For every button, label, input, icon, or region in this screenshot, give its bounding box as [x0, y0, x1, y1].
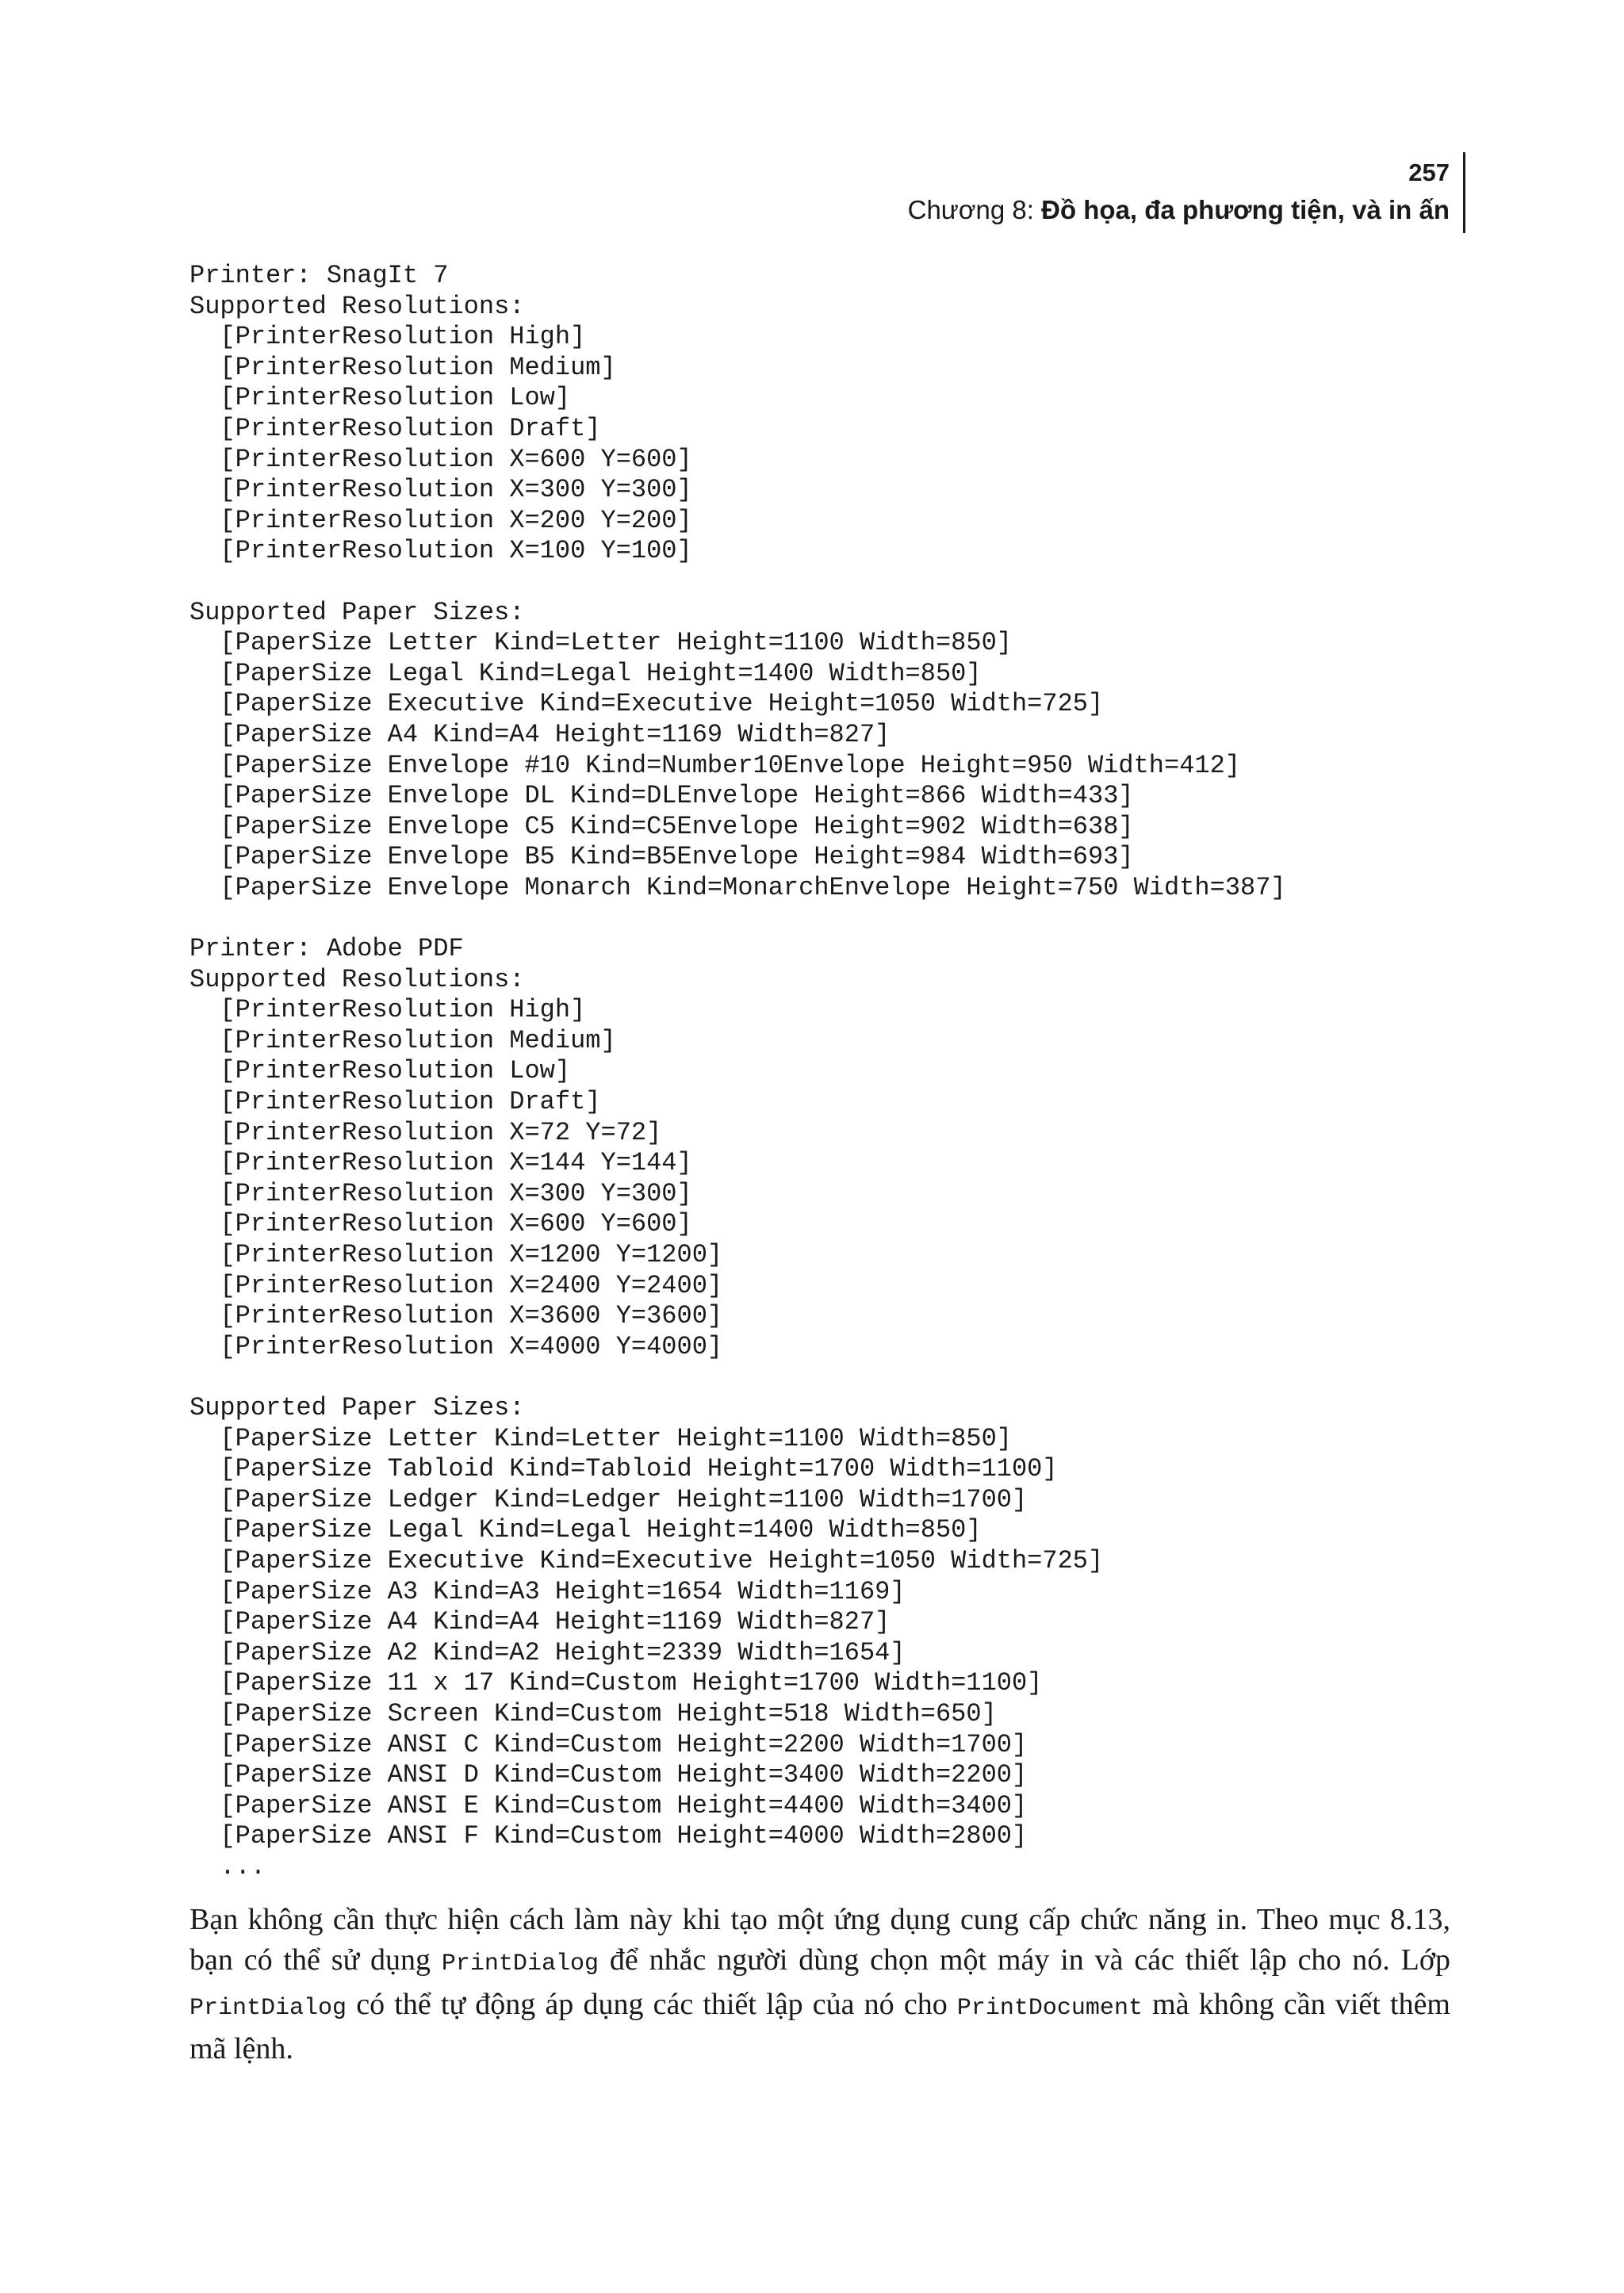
code-line: [PaperSize A4 Kind=A4 Height=1169 Width=827] — [190, 1607, 891, 1637]
code-line: [PrinterResolution X=300 Y=300] — [190, 1178, 692, 1208]
code-line: [PrinterResolution X=100 Y=100] — [190, 536, 692, 566]
code-line: [PrinterResolution X=200 Y=200] — [190, 505, 692, 535]
code-line: [PaperSize 11 x 17 Kind=Custom Height=1700 Width=1100] — [190, 1668, 1043, 1698]
code-line: [PaperSize Envelope #10 Kind=Number10Envelope Height=950 Width=412] — [190, 750, 1241, 780]
code-line: [PaperSize Letter Kind=Letter Height=1100 Width=850] — [190, 628, 1012, 658]
code-line: [PrinterResolution X=72 Y=72] — [190, 1117, 662, 1147]
code-line — [190, 567, 1286, 598]
inline-code-printdialog: PrintDialog — [441, 1950, 599, 1977]
code-listing — [190, 261, 1286, 1882]
code-line: [PaperSize ANSI D Kind=Custom Height=3400 Width=2200] — [190, 1760, 1028, 1790]
code-line: [PrinterResolution X=2400 Y=2400] — [190, 1270, 723, 1300]
code-line: [PaperSize Tabloid Kind=Tabloid Height=1700 Width=1100] — [190, 1454, 1058, 1484]
code-line: [PaperSize Envelope C5 Kind=C5Envelope Height=902 Width=638] — [190, 811, 1134, 841]
code-line: [PaperSize Legal Kind=Legal Height=1400 Width=850] — [190, 1515, 982, 1545]
code-line: [PaperSize Envelope Monarch Kind=MonarchEnvelope Height=750 Width=387] — [190, 872, 1286, 902]
code-line: [PaperSize ANSI E Kind=Custom Height=4400 Width=3400] — [190, 1790, 1028, 1820]
code-line: Supported Paper Sizes: — [190, 1392, 525, 1422]
code-line: [PaperSize Legal Kind=Legal Height=1400 Width=850] — [190, 658, 982, 688]
code-line: Supported Resolutions: — [190, 291, 525, 321]
code-line: [PaperSize Letter Kind=Letter Height=1100 Width=850] — [190, 1423, 1012, 1453]
chapter-prefix: Chương 8: — [907, 195, 1042, 224]
code-line: [PrinterResolution High] — [190, 322, 586, 352]
page-header — [908, 155, 1450, 230]
code-line — [190, 1362, 1286, 1393]
header-divider — [1463, 152, 1465, 233]
paragraph-text-4: mà không cần viết thêm mã lệnh. — [190, 1988, 1450, 2065]
code-line: [PrinterResolution X=1200 Y=1200] — [190, 1240, 723, 1269]
code-line: [PrinterResolution High] — [190, 995, 586, 1025]
code-line: Printer: Adobe PDF — [190, 934, 464, 964]
inline-code-printdocument: PrintDocument — [956, 1995, 1143, 2022]
paragraph-text-3: có thể tự động áp dụng các thiết lập của nó cho — [347, 1988, 957, 2021]
code-line: [PrinterResolution Draft] — [190, 413, 601, 443]
code-line: [PaperSize A3 Kind=A3 Height=1654 Width=1169] — [190, 1576, 906, 1606]
code-line: [PrinterResolution Medium] — [190, 352, 616, 382]
code-line: [PrinterResolution X=300 Y=300] — [190, 475, 692, 505]
code-line: Supported Resolutions: — [190, 964, 525, 994]
code-line: [PrinterResolution Low] — [190, 383, 571, 413]
code-line: [PaperSize A2 Kind=A2 Height=2339 Width=1654] — [190, 1637, 906, 1667]
code-line: [PaperSize Executive Kind=Executive Height=1050 Width=725] — [190, 689, 1104, 719]
code-line: [PaperSize Envelope B5 Kind=B5Envelope Height=984 Width=693] — [190, 842, 1134, 872]
inline-code-printdialog-2: PrintDialog — [190, 1995, 347, 2022]
code-line: [PrinterResolution X=4000 Y=4000] — [190, 1331, 723, 1361]
code-line: [PrinterResolution X=144 Y=144] — [190, 1148, 692, 1178]
code-line: [PaperSize A4 Kind=A4 Height=1169 Width=827] — [190, 719, 891, 749]
code-line — [190, 903, 1286, 934]
page-number: 257 — [1408, 159, 1450, 186]
code-line: [PaperSize Envelope DL Kind=DLEnvelope Height=866 Width=433] — [190, 781, 1134, 811]
code-line: [PrinterResolution Medium] — [190, 1025, 616, 1055]
code-line: [PrinterResolution X=600 Y=600] — [190, 1209, 692, 1239]
code-line: [PaperSize Executive Kind=Executive Height=1050 Width=725] — [190, 1545, 1104, 1575]
chapter-title: Đồ họa, đa phương tiện, và in ấn — [1041, 195, 1450, 224]
body-paragraph — [190, 1900, 1450, 2069]
code-line: [PaperSize Ledger Kind=Ledger Height=1100 Width=1700] — [190, 1484, 1028, 1514]
chapter-heading — [908, 190, 1450, 230]
code-line: [PaperSize ANSI F Kind=Custom Height=4000 Width=2800] — [190, 1821, 1028, 1851]
code-line: [PrinterResolution X=3600 Y=3600] — [190, 1301, 723, 1331]
code-line: [PaperSize Screen Kind=Custom Height=518 Width=650] — [190, 1698, 997, 1728]
paragraph-text-1: Bạn không cần thực hiện cách làm này khi tạo một ứng dụng cung cấp chức năng in. Theo mục 8.13, bạn có thể sử dụng — [190, 1903, 1450, 1977]
code-line: [PrinterResolution X=600 Y=600] — [190, 444, 692, 474]
code-line: [PaperSize ANSI C Kind=Custom Height=2200 Width=1700] — [190, 1729, 1028, 1759]
paragraph-text-2: để nhắc người dùng chọn một máy in và các thiết lập cho nó. Lớp — [598, 1943, 1450, 1977]
code-line: ... — [190, 1851, 266, 1881]
code-line: [PrinterResolution Low] — [190, 1056, 571, 1086]
code-line: Printer: SnagIt 7 — [190, 261, 449, 290]
code-line: Supported Paper Sizes: — [190, 597, 525, 627]
code-line: [PrinterResolution Draft] — [190, 1087, 601, 1117]
